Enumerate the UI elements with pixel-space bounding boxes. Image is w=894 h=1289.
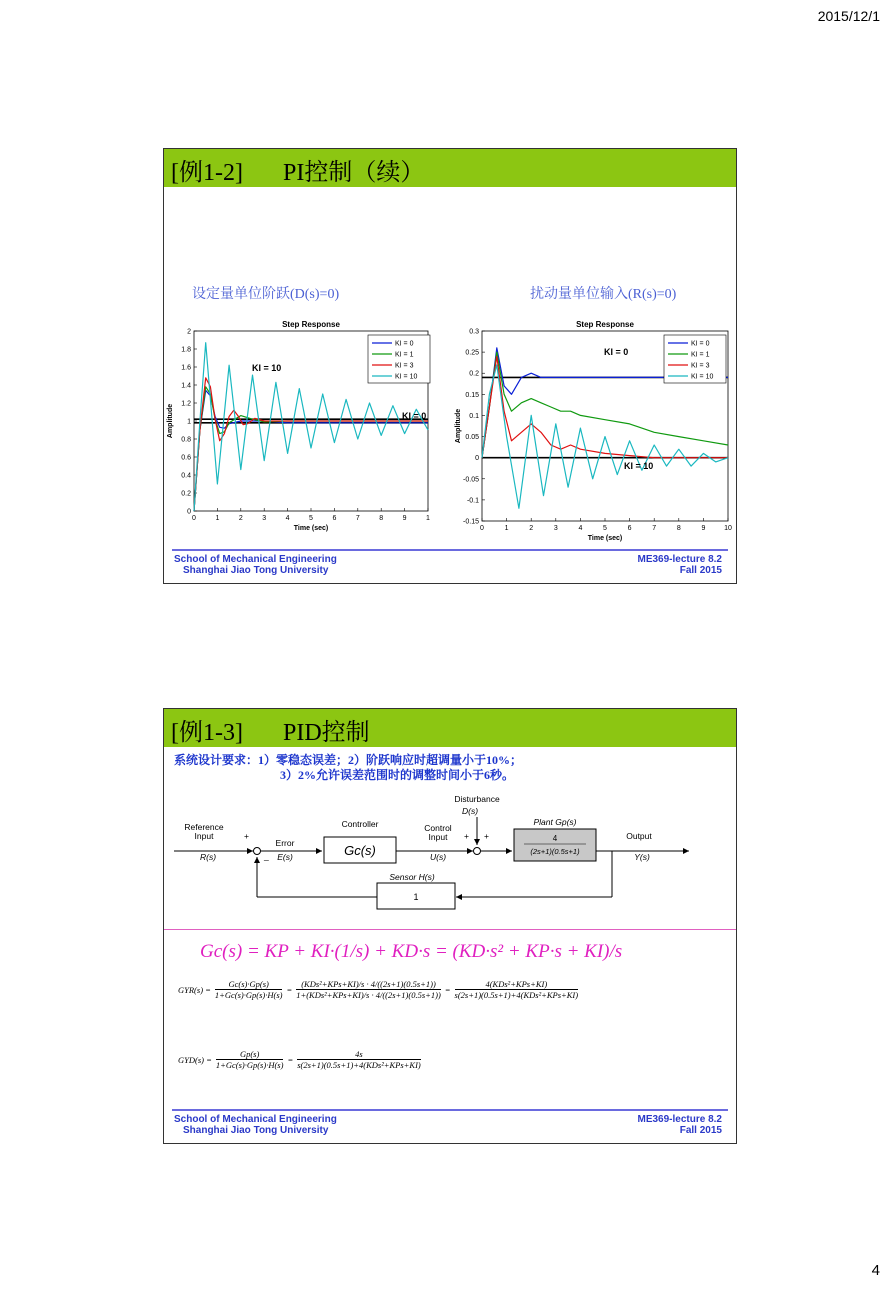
y-axis-label: Amplitude [167, 403, 174, 439]
x-tick-label: 9 [701, 525, 706, 532]
y-tick-label: 2 [187, 328, 191, 336]
e-of-s-label: E(s) [277, 852, 293, 862]
footer-left [174, 554, 337, 576]
feedback-block-diagram [164, 787, 736, 927]
footer-school: School of Mechanical Engineering [174, 554, 337, 565]
x-tick-label: 2 [238, 515, 243, 522]
slide-pi-control [163, 148, 737, 584]
y-tick-label: 0.1 [469, 412, 479, 420]
summing-junction-2 [474, 848, 481, 855]
x-tick-label: 9 [402, 515, 407, 522]
sum2-plus-left: + [464, 831, 469, 841]
slide-title-number: [例1-3] [171, 720, 243, 746]
sum1-plus: + [244, 831, 249, 841]
footer-university: Shanghai Jiao Tong University [183, 1125, 329, 1136]
x-tick-label: 10 [724, 525, 732, 532]
y-tick-label: 1.6 [181, 364, 191, 372]
control-input-label: Control Input [424, 823, 452, 842]
x-tick-label: 4 [285, 515, 290, 522]
y-tick-label: 0 [475, 455, 479, 463]
right-chart-caption: 扰动量单位输入(R(s)=0) [530, 287, 677, 302]
chart-title: Step Response [576, 320, 634, 329]
footer-term: Fall 2015 [679, 565, 722, 576]
chart-annotation: KI = 10 [624, 461, 654, 471]
x-axis-label: Time (sec) [293, 525, 329, 532]
slide-title-text: PID控制 [282, 720, 370, 746]
plant-denominator: (2s+1)(0.5s+1) [530, 847, 580, 856]
output-label: Output [626, 831, 652, 841]
g-yd-frac2-num: 4s [355, 1049, 363, 1059]
y-tick-label: 0.3 [469, 328, 479, 336]
y-tick-label: -0.15 [463, 518, 479, 526]
y-tick-label: 1.2 [181, 400, 191, 408]
slide-title-number: [例1-2] [171, 160, 243, 186]
x-tick-label: 7 [355, 515, 360, 522]
footer-right [638, 1114, 723, 1136]
page-number: 4 [871, 1262, 880, 1279]
g-yr-frac2-num: (KDs²+KPs+KI)/s · 4/((2s+1)(0.5s+1)) [301, 979, 436, 989]
footer-school: School of Mechanical Engineering [174, 1114, 337, 1125]
legend-label: KI = 3 [691, 362, 710, 370]
y-axis-label: Amplitude [455, 408, 462, 444]
slide-title-bar [164, 149, 736, 187]
disturbance-label: Disturbance [454, 794, 500, 804]
chart-annotation: KI = 0 [604, 347, 629, 357]
left-chart-caption: 设定量单位阶跃(D(s)=0) [192, 287, 340, 302]
chart-annotation: KI = 0 [402, 411, 427, 421]
g-yr-frac1-num: Gc(s)·Gp(s) [228, 979, 269, 989]
y-of-s-label: Y(s) [634, 852, 650, 862]
x-tick-label: 1 [504, 525, 509, 532]
sensor-label: Sensor H(s) [389, 872, 435, 882]
requirements-line-2: 3）2%允许误差范围时的调整时间小于6秒。 [280, 768, 515, 782]
sum1-minus: _ [264, 851, 269, 861]
g-yd-frac1-num: Gp(s) [239, 1049, 260, 1059]
g-yd-frac1-den: 1+Gc(s)·Gp(s)·H(s) [215, 1060, 284, 1070]
x-tick-label: 8 [676, 525, 681, 532]
sensor-value: 1 [413, 892, 419, 902]
reference-input-label [184, 822, 223, 841]
g-yr-lhs: GYR(s) = [178, 984, 211, 995]
controller-transfer-function: Gc(s) [344, 843, 376, 858]
x-tick-label: 7 [652, 525, 657, 532]
x-tick-label: 1 [215, 515, 220, 522]
y-tick-label: 1 [187, 418, 191, 426]
x-tick-label: 6 [627, 525, 632, 532]
y-tick-label: 0 [187, 508, 191, 516]
y-tick-label: 0.4 [181, 472, 191, 480]
footer-university: Shanghai Jiao Tong University [183, 565, 329, 576]
x-tick-label: 8 [379, 515, 384, 522]
plant-numerator: 4 [552, 834, 558, 843]
y-tick-label: 0.25 [465, 349, 479, 357]
summing-junction-1 [254, 848, 261, 855]
footer-divider [172, 1109, 728, 1111]
controller-label: Controller [341, 819, 379, 829]
footer-lecture: ME369-lecture 8.2 [637, 554, 722, 565]
legend-label: KI = 1 [395, 351, 414, 359]
section-divider [164, 929, 736, 930]
x-tick-label: 1 [426, 515, 430, 522]
x-tick-label: 3 [262, 515, 267, 522]
slide-title [171, 712, 370, 747]
design-requirements [174, 753, 522, 783]
x-tick-label: 0 [192, 515, 196, 522]
reference-word: Reference [184, 822, 224, 832]
g-yd-equation: GYD(s) = $\frac{Gp(s)}{1+Gc(s)\cdot Gp(s)\cdot H(s)}$ = 4s s(2s+1)(0.5s+1)+4(KDs²+KPs+KI) [178, 1049, 421, 1070]
r-of-s-label: R(s) [199, 852, 217, 862]
requirements-line-1: 系统设计要求：1）零稳态误差；2）阶跃响应时超调量小于10%； [174, 753, 523, 767]
x-tick-label: 5 [309, 515, 313, 522]
footer-lecture: ME369-lecture 8.2 [637, 1114, 722, 1125]
x-tick-label: 2 [529, 525, 534, 532]
legend-label: KI = 1 [691, 351, 710, 359]
g-yd-lhs: GYD(s) = [178, 1054, 212, 1065]
g-yr-frac2-den: 1+(KDs²+KPs+KI)/s · 4/((2s+1)(0.5s+1)) [296, 990, 441, 1000]
slide-title [171, 152, 424, 187]
x-tick-label: 3 [553, 525, 558, 532]
disturbance-response-chart [446, 311, 736, 551]
y-tick-label: 0.8 [181, 436, 191, 444]
y-tick-label: 1.4 [181, 382, 191, 390]
slide-pid-control [163, 708, 737, 1144]
y-tick-label: 0.2 [181, 490, 191, 498]
legend-label: KI = 3 [395, 362, 414, 370]
page-date: 2015/12/1 [817, 8, 880, 24]
y-tick-label: -0.1 [466, 497, 479, 505]
legend-label: KI = 0 [691, 340, 710, 348]
y-tick-label: -0.05 [463, 476, 479, 484]
x-tick-label: 5 [603, 525, 607, 532]
error-label: Error [275, 838, 295, 848]
footer-divider [172, 549, 728, 551]
y-tick-label: 1.8 [181, 346, 191, 354]
d-of-s-label: D(s) [461, 806, 479, 816]
footer-right [638, 554, 723, 576]
y-tick-label: 0.2 [469, 370, 479, 378]
x-tick-label: 4 [578, 525, 583, 532]
x-tick-label: 6 [332, 515, 337, 522]
y-tick-label: 0.05 [465, 434, 479, 442]
x-axis-label: Time (sec) [587, 535, 623, 542]
x-tick-label: 0 [480, 525, 484, 532]
slide-title-bar [164, 709, 736, 747]
g-yd-frac2-den: s(2s+1)(0.5s+1)+4(KDs²+KPs+KI) [297, 1060, 421, 1070]
g-yr-frac3-den: s(2s+1)(0.5s+1)+4(KDs²+KPs+KI) [454, 990, 579, 1000]
footer-term: Fall 2015 [679, 1125, 722, 1136]
g-yr-frac1-den: 1+Gc(s)·Gp(s)·H(s) [214, 990, 283, 1000]
legend-label: KI = 10 [395, 373, 418, 381]
input-word: Input [194, 831, 214, 841]
slide-title-text: PI控制（续） [282, 160, 425, 186]
y-tick-label: 0.6 [181, 454, 191, 462]
u-of-s-label: U(s) [429, 852, 447, 862]
chart-title: Step Response [282, 320, 340, 329]
footer-left [174, 1114, 337, 1136]
legend-label: KI = 0 [395, 340, 414, 348]
chart-annotation: KI = 10 [252, 363, 282, 373]
plant-label: Plant Gp(s) [533, 817, 577, 827]
g-yr-frac3-num: 4(KDs²+KPs+KI) [485, 979, 548, 989]
pid-controller-equation: Gc(s) = KP + KI·(1/s) + KD·s = (KD·s² + KP·s + KI)/s [200, 941, 623, 962]
y-tick-label: 0.15 [465, 391, 479, 399]
setpoint-step-response-chart [164, 311, 444, 551]
chart-legend [368, 335, 430, 383]
g-yr-equation: GYR(s) = $\frac{Gc(s)\cdot Gp(s)}{1+Gc(s)\cdot Gp(s)\cdot H(s)}$ = (KDs²+KPs+KI)/s · 4/((2s+1)(0.5s+1)) 1+(KDs²+KPs+KI)/s · 4/((2s+1)(0.5s+1)) = 4(KDs²+KPs+KI) s(2s+1)(0.5s+1)+4(KDs²+KPs+KI) [178, 979, 579, 1000]
sum2-plus-top: + [484, 831, 489, 841]
chart-legend [664, 335, 726, 383]
legend-label: KI = 10 [691, 373, 714, 381]
